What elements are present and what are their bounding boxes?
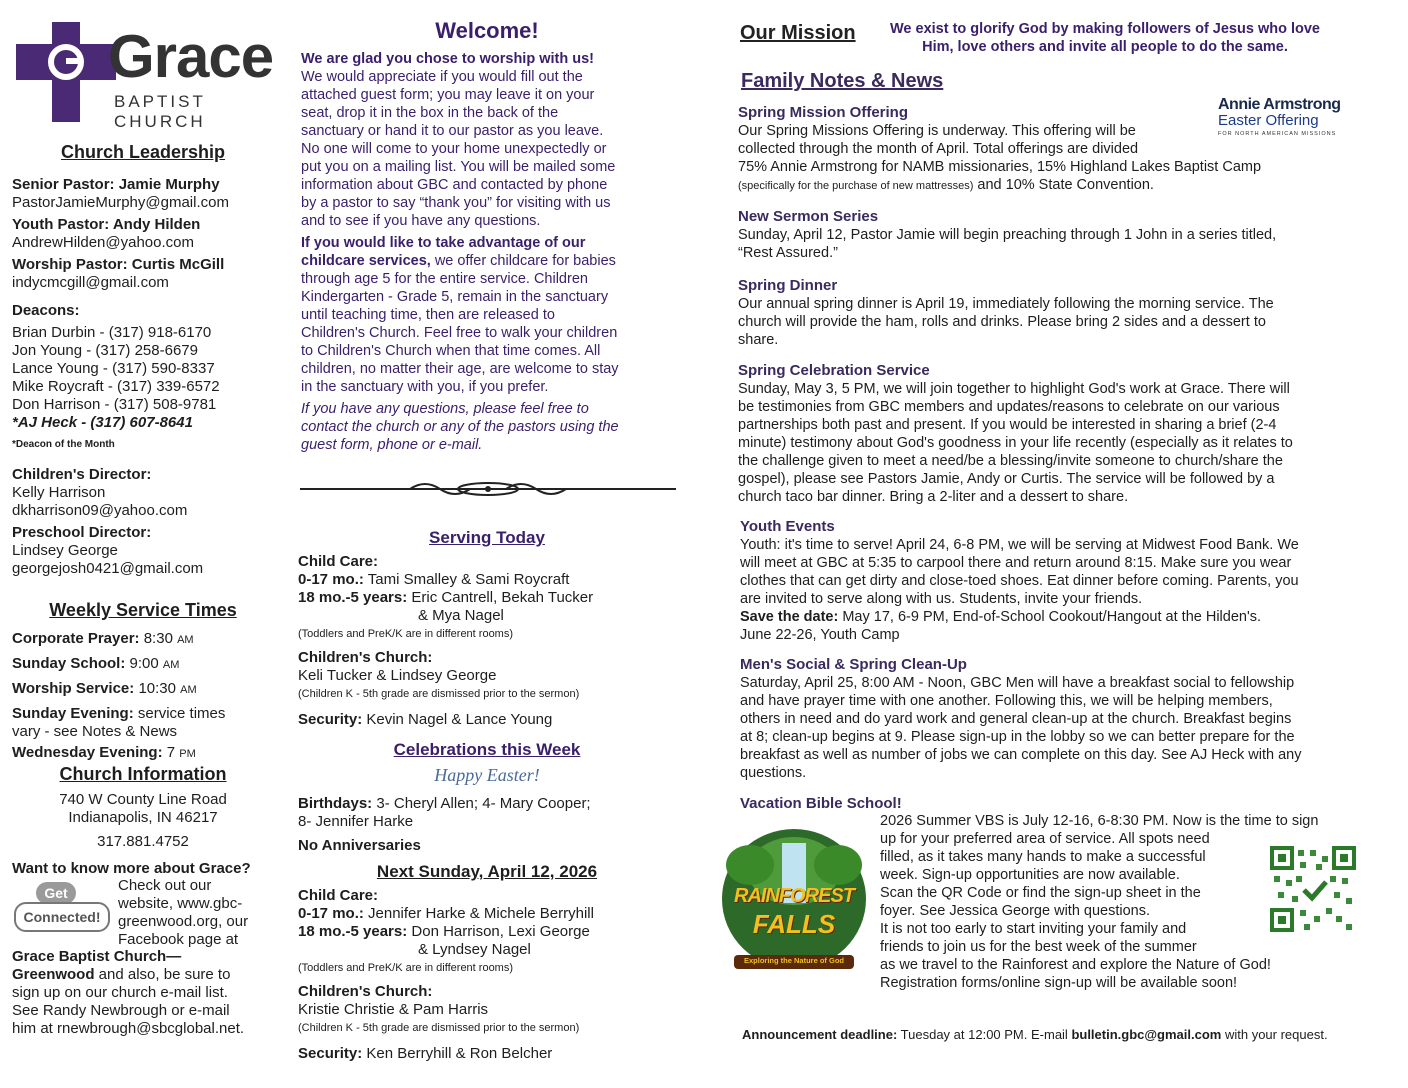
connect-text <box>118 877 278 949</box>
deacon-row: Lance Young - (317) 590-8337 <box>12 360 215 377</box>
time-row: Corporate Prayer: 8:30 AM <box>12 630 194 647</box>
childcare-line: Kindergarten - Grade 5, remain in the sanctuary <box>301 289 609 305</box>
time-row: Wednesday Evening: 7 PM <box>12 744 196 761</box>
youth-email: AndrewHilden@yahoo.com <box>12 234 194 251</box>
news-line: up for your preferred area of service. All spots need <box>880 831 1210 847</box>
questions-line: guest form, phone or e-mail. <box>301 437 483 453</box>
aa-logo-line: FOR NORTH AMERICAN MISSIONS <box>1218 131 1337 137</box>
news-line: friends to join us for the best week of the summer <box>880 939 1197 955</box>
cc-note: (Children K - 5th grade are dismissed prior to the sermon) <box>298 688 580 700</box>
know-more: Want to know more about Grace? <box>12 860 251 877</box>
childcare-line: children, no matter their age, are welcome to stay <box>301 361 619 377</box>
serving-cc-label: Children's Church: <box>298 649 433 666</box>
welcome-line: information about GBC and contacted by phone <box>301 177 608 193</box>
news-heading: New Sermon Series <box>738 208 879 225</box>
logo-title: Grace <box>108 23 274 90</box>
mission-line: Him, love others and invite all people to do the same. <box>922 39 1288 55</box>
time-row: Worship Service: 10:30 AM <box>12 680 197 697</box>
connect-line: Check out our <box>118 877 212 894</box>
serving-infant: 0-17 mo.: Tami Smalley & Sami Roycraft <box>298 571 570 588</box>
logo-subtitle: BAPTIST CHURCH <box>114 92 206 131</box>
news-title: Family Notes & News <box>741 70 944 92</box>
news-line: collected through the month of April. Total offerings are divided <box>738 141 1139 157</box>
news-line: 2026 Summer VBS is July 12-16, 6-8:30 PM. Now is the time to sign <box>880 813 1319 829</box>
mission-line: We exist to glorify God by making followers of Jesus who love <box>890 21 1320 37</box>
news-line: as we travel to the Rainforest and explore the Nature of God! <box>880 957 1271 973</box>
vbs-logo-line: FALLS <box>752 909 836 939</box>
rooms-note: (Toddlers and PreK/K are in different rooms) <box>298 962 514 974</box>
serving-childcare: Child Care: <box>298 553 379 570</box>
news-section-4 <box>738 362 1368 506</box>
welcome-line: We would appreciate if you would fill out the <box>301 69 583 85</box>
next-toddler-2: & Lyndsey Nagel <box>418 941 531 958</box>
badge-top: Get <box>36 882 76 904</box>
serving-toddler: 18 mo.-5 years: Eric Cantrell, Bekah Tucker <box>298 589 594 606</box>
children-director-label: Children's Director: <box>12 466 152 483</box>
news-line: It is not too early to start inviting your family and <box>880 921 1187 937</box>
news-line: Save the date: May 17, 6-9 PM, End-of-School Cookout/Hangout at the Hilden's. <box>740 609 1262 625</box>
serving-security: Security: Kevin Nagel & Lance Young <box>298 711 553 728</box>
worship-email: indycmcgill@gmail.com <box>12 274 169 291</box>
news-heading: Spring Dinner <box>738 277 838 294</box>
news-section-3 <box>738 277 1368 349</box>
connect-line: greenwood.org, our <box>118 913 249 930</box>
preschool-director-name: Lindsey George <box>12 542 118 559</box>
serving-block <box>298 553 676 729</box>
welcome-line: and to see if you have any questions. <box>301 213 541 229</box>
next-security: Security: Ken Berryhill & Ron Belcher <box>298 1045 553 1062</box>
celebrations-title: Celebrations this Week <box>393 740 581 759</box>
connect-line: him at rnewbrough@sbcglobal.net. <box>12 1020 245 1037</box>
anniversaries: No Anniversaries <box>298 837 421 854</box>
address-line-1: 740 W County Line Road <box>59 791 227 808</box>
news-line: the challenge given to meet a need/be a blessing/invite someone to church/share the <box>738 453 1283 469</box>
deacon-row: Jon Young - (317) 258-6679 <box>12 342 198 359</box>
connect-text-2 <box>12 948 274 1038</box>
preschool-director-label: Preschool Director: <box>12 524 152 541</box>
announcement-deadline: Announcement deadline: Tuesday at 12:00 PM. E-mail bulletin.gbc@gmail.com with your request. <box>742 1027 1328 1042</box>
next-cc-label: Children's Church: <box>298 983 433 1000</box>
news-line: Youth: it's time to serve! April 24, 6-8 PM, we will be serving at Midwest Food Bank. We <box>740 537 1299 553</box>
children-director-email: dkharrison09@yahoo.com <box>12 502 188 519</box>
connect-line: website, www.gbc- <box>118 895 243 912</box>
news-heading: Youth Events <box>740 518 835 535</box>
news-line: 75% Annie Armstrong for NAMB missionaries, 15% Highland Lakes Baptist Camp <box>738 159 1262 175</box>
news-heading: Spring Mission Offering <box>738 104 909 121</box>
celebrations-block <box>298 795 676 855</box>
rainforest-falls-logo <box>720 825 868 973</box>
birthdays-line-2: 8- Jennifer Harke <box>298 813 414 830</box>
news-line: minute) testimony about God's goodness in your life recently (especially as it relates to <box>738 435 1293 451</box>
news-line: Registration forms/online sign-up will be available soon! <box>880 975 1238 991</box>
vbs-text <box>880 812 1368 992</box>
childcare-line: through age 5 for the entire service. Children <box>301 271 588 287</box>
welcome-line: sanctuary or hand it to our pastor as you leave. <box>301 123 604 139</box>
leadership-title: Church Leadership <box>60 142 226 162</box>
childcare-line: to Children's Church when that time comes. All <box>301 343 601 359</box>
news-line: church taco bar dinner. Bring a 2-liter and a dessert to share. <box>738 489 1129 505</box>
serving-toddler-2: & Mya Nagel <box>418 607 504 624</box>
times-list <box>12 627 274 766</box>
vbs-logo-line: RAINFOREST <box>734 885 854 907</box>
next-cc: Kristie Christie & Pam Harris <box>298 1001 489 1018</box>
serving-title: Serving Today <box>429 528 545 547</box>
next-toddler: 18 mo.-5 years: Don Harrison, Lexi George <box>298 923 590 940</box>
news-line: church will provide the ham, rolls and drinks. Please bring 2 sides and a dessert to <box>738 314 1266 330</box>
news-line: Saturday, April 25, 8:00 AM - Noon, GBC Men will have a breakfast social to fellowship <box>740 675 1295 691</box>
news-line: Sunday, April 12, Pastor Jamie will begin preaching through 1 John in a series titled, <box>738 227 1277 243</box>
welcome-line: put you on a mailing list. You will be mailed some <box>301 159 616 175</box>
childcare-line: in the sanctuary with you, if you prefer. <box>301 379 549 395</box>
vbs-logo-line: Exploring the Nature of God <box>743 956 844 965</box>
info-block <box>12 791 274 851</box>
childcare-line: childcare services, we offer childcare for babies <box>301 253 616 269</box>
time-row-continued: vary - see Notes & News <box>12 723 178 740</box>
time-row: Sunday School: 9:00 AM <box>12 655 180 672</box>
deacons-label: Deacons: <box>12 302 80 319</box>
serving-cc: Keli Tucker & Lindsey George <box>298 667 497 684</box>
news-heading: Men's Social & Spring Clean-Up <box>740 656 967 673</box>
next-childcare: Child Care: <box>298 887 379 904</box>
address-line-2: Indianapolis, IN 46217 <box>68 809 218 826</box>
birthdays-line: Birthdays: 3- Cheryl Allen; 4- Mary Cooper; <box>298 795 591 812</box>
news-line: Sunday, May 3, 5 PM, we will join together to highlight God's work at Grace. There will <box>738 381 1290 397</box>
news-line: breakfast as well as number of jobs we can complete on this day. See AJ Heck with any <box>740 747 1302 763</box>
questions-line: If you have any questions, please feel free to <box>301 401 589 417</box>
news-line: June 22-26, Youth Camp <box>740 627 900 643</box>
senior-pastor: Senior Pastor: Jamie Murphy <box>12 176 220 193</box>
badge-bottom: Connected! <box>14 902 110 932</box>
senior-email: PastorJamieMurphy@gmail.com <box>12 194 229 211</box>
news-line: gospel), please see Pastors Jamie, Andy or Curtis. The service will be followed by a <box>738 471 1275 487</box>
childcare-lead: If you would like to take advantage of our <box>301 235 586 251</box>
easter-greeting: Happy Easter! <box>434 765 540 785</box>
news-line: are invited to serve along with us. Students, invite your friends. <box>740 591 1143 607</box>
grace-cross-logo <box>16 22 116 122</box>
mission-text <box>862 20 1348 56</box>
connect-line: sign up on our church e-mail list. <box>12 984 228 1001</box>
connect-line: See Randy Newbrough or e-mail <box>12 1002 230 1019</box>
deacon-of-month: *AJ Heck - (317) 607-8641 <box>12 414 193 431</box>
time-row: Sunday Evening: service times <box>12 705 226 722</box>
news-line: (specifically for the purchase of new mattresses) and 10% State Convention. <box>738 177 1154 193</box>
vbs-heading: Vacation Bible School! <box>740 795 902 812</box>
news-line: and have prayer time with one another. Following this, we will be helping members, <box>740 693 1273 709</box>
childcare-line: Children's Church. Feel free to walk your children <box>301 325 618 341</box>
leadership-list <box>12 176 274 578</box>
news-line: Our annual spring dinner is April 19, immediately following the morning service. The <box>738 296 1274 312</box>
welcome-line: by a pastor to say “thank you” for visiting with us <box>301 195 611 211</box>
children-director-name: Kelly Harrison <box>12 484 106 501</box>
youth-pastor: Youth Pastor: Andy Hilden <box>12 216 201 233</box>
news-line: week. Sign-up opportunities are now available. <box>880 867 1180 883</box>
news-line: be testimonies from GBC members and updates/reasons to celebrate on our various <box>738 399 1280 415</box>
news-line: share. <box>738 332 779 348</box>
times-title: Weekly Service Times <box>49 600 237 620</box>
aa-logo-line: Annie Armstrong <box>1218 96 1341 113</box>
news-line: filled, as it takes many hands to make a successful <box>880 849 1206 865</box>
phone: 317.881.4752 <box>97 833 189 850</box>
news-line: others in need and do yard work and general clean-up at the church. Breakfast begins <box>740 711 1292 727</box>
mission-title: Our Mission <box>740 22 856 44</box>
deacon-note: *Deacon of the Month <box>12 439 115 450</box>
welcome-lead: We are glad you chose to worship with us! <box>301 51 594 67</box>
news-line: foyer. See Jessica George with questions. <box>880 903 1151 919</box>
cc-note: (Children K - 5th grade are dismissed prior to the sermon) <box>298 1022 580 1034</box>
rooms-note: (Toddlers and PreK/K are in different rooms) <box>298 628 514 640</box>
news-line: will meet at GBC at 5:35 to carpool there and return around 8:15. Make sure you wear <box>740 555 1292 571</box>
news-line: partnerships both past and present. If you would be interested in sharing a brief (2-4 <box>738 417 1277 433</box>
news-line: at 8; clean-up begins at 9. Please sign-up in the lobby so we can better prepare for the <box>740 729 1295 745</box>
connect-line: Greenwood and also, be sure to <box>12 966 231 983</box>
news-line: questions. <box>740 765 807 781</box>
aa-logo-line: Easter Offering <box>1218 112 1319 129</box>
next-sunday-title: Next Sunday, April 12, 2026 <box>376 862 598 881</box>
worship-pastor: Worship Pastor: Curtis McGill <box>12 256 225 273</box>
cross-icon <box>16 22 116 122</box>
welcome-body <box>301 50 676 454</box>
deacon-row: Brian Durbin - (317) 918-6170 <box>12 324 212 341</box>
welcome-title: Welcome! <box>435 18 539 43</box>
welcome-line: No one will come to your home unexpectedly or <box>301 141 607 157</box>
next-infant: 0-17 mo.: Jennifer Harke & Michele Berryhill <box>298 905 594 922</box>
news-section-1 <box>738 104 1368 195</box>
welcome-line: attached guest form; you may leave it on your <box>301 87 595 103</box>
news-line: Scan the QR Code or find the sign-up sheet in the <box>880 885 1201 901</box>
news-heading: Spring Celebration Service <box>738 362 930 379</box>
info-title: Church Information <box>59 764 227 784</box>
get-connected-badge <box>14 882 112 932</box>
ornament-divider-icon <box>300 478 676 500</box>
news-line: clothes that can get dirty and close-toed shoes. Eat dinner before coming. Parents, you <box>740 573 1299 589</box>
news-line: “Rest Assured.” <box>738 245 838 261</box>
childcare-line: until teaching time, then are released to <box>301 307 555 323</box>
welcome-line: seat, drop it in the box in the back of the <box>301 105 559 121</box>
news-section-2 <box>738 208 1368 262</box>
deacon-row: Mike Roycraft - (317) 339-6572 <box>12 378 220 395</box>
connect-line: Grace Baptist Church— <box>12 948 182 965</box>
news-line: Our Spring Missions Offering is underway. This offering will be <box>738 123 1136 139</box>
deacon-row: Don Harrison - (317) 508-9781 <box>12 396 217 413</box>
next-block <box>298 887 676 1063</box>
news-section-5 <box>740 518 1368 644</box>
connect-line: Facebook page at <box>118 931 239 948</box>
news-section-6 <box>740 656 1368 782</box>
questions-line: contact the church or any of the pastors using the <box>301 419 619 435</box>
preschool-director-email: georgejosh0421@gmail.com <box>12 560 204 577</box>
